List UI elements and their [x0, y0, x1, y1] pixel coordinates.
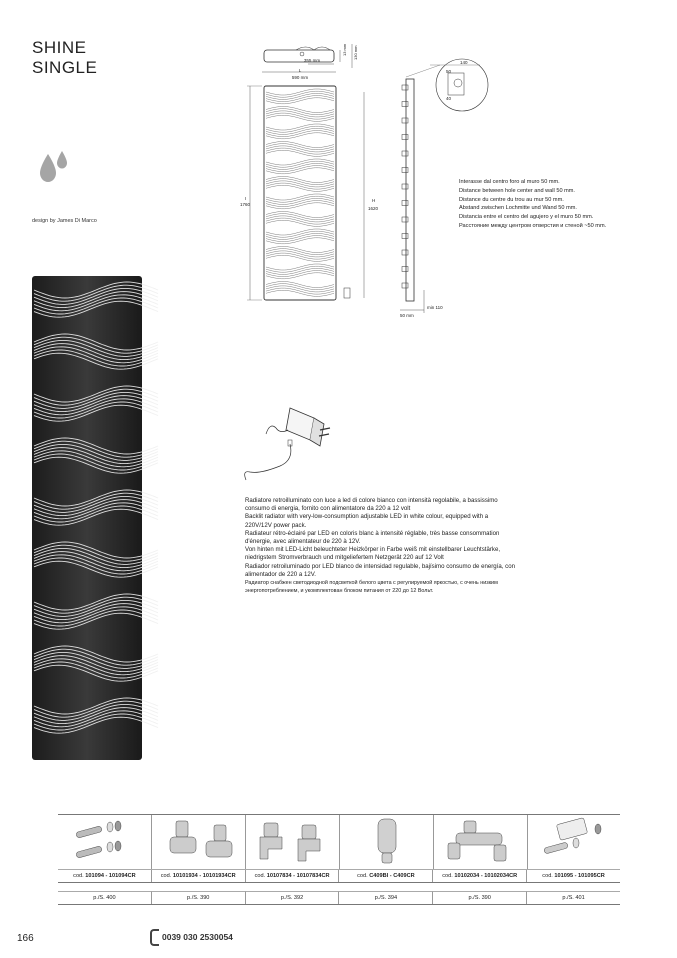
phone-icon	[150, 929, 159, 946]
accessory-image-1	[58, 815, 151, 869]
desc-it: Radiatore retroilluminato con luce a led di colore bianco con intensità regolabile, a bassissimo consumo di energia, fornito con alimentatore da 220 a 12 volt	[245, 497, 498, 513]
accessory-page-3: p./S. 392	[245, 891, 339, 904]
product-description	[245, 497, 515, 595]
accessory-images-row	[58, 814, 620, 869]
dim-1620: 1620	[368, 206, 379, 211]
page-number: 166	[17, 933, 34, 944]
dim-13: 13 mm	[342, 43, 347, 56]
phone-contact	[150, 929, 233, 946]
product-title	[32, 38, 97, 78]
dim-1760: 1760	[240, 202, 251, 207]
dim-130: 130 mm	[353, 45, 358, 60]
note-ru: Расстояние между центром отверстия и стеной ~50 mm.	[459, 222, 607, 229]
dim-H: H	[372, 198, 376, 203]
note-en: Distance between hole center and wall 50 mm.	[459, 187, 575, 194]
dim-50mm: 50 mm	[400, 313, 414, 318]
designer-credit: design by James Di Marco	[32, 218, 97, 224]
water-drops-icon	[38, 150, 72, 191]
accessory-code-6: cod. 101095 - 101095CR	[526, 870, 620, 882]
accessory-image-3	[245, 815, 339, 869]
dim-50: 50	[446, 69, 452, 74]
title-line-2: SINGLE	[32, 58, 98, 77]
accessory-code-2: cod. 10101934 - 10101934CR	[151, 870, 245, 882]
accessory-page-2: p./S. 390	[151, 891, 245, 904]
accessories-table	[58, 814, 620, 905]
accessory-page-4: p./S. 394	[338, 891, 432, 904]
accessory-code-5: cod. 10102034 - 10102034CR	[432, 870, 526, 882]
dim-min110: min 110	[427, 305, 443, 310]
accessory-code-1: cod. 101094 - 101094CR	[73, 873, 136, 879]
accessory-page-5: p./S. 390	[432, 891, 526, 904]
accessory-pages-row	[58, 891, 620, 905]
accessory-image-2	[151, 815, 245, 869]
note-es: Distancia entre el centro del agujero y el muro 50 mm.	[459, 214, 594, 221]
dim-L: L	[298, 68, 302, 73]
radiator-photo	[28, 270, 163, 770]
desc-es: Radiador retroiluminado por LED blanco de intensidad regulable, bajísimo consumo de energía, con alimentador de 220 a 12V.	[245, 562, 515, 578]
desc-de: Von hinten mit LED-Licht beleuchteter Heizkörper in Farbe weiß mit einstellbarer Leuchtstärke, niedrigstem Stromverbrauch und mitgeliefertem Netzgerät 220 auf 12 Volt	[245, 546, 501, 562]
dim-140: 140	[460, 60, 468, 65]
accessory-code-3: cod. 10107834 - 10107834CR	[245, 870, 339, 882]
phone-number: 0039 030 2530054	[162, 931, 233, 942]
accessory-image-6	[527, 815, 621, 869]
note-it: Interasse dal centro foro al muro 50 mm.	[459, 179, 560, 185]
front-technical-drawing	[240, 42, 379, 317]
accessory-image-4	[339, 815, 433, 869]
desc-en: Backlit radiator with very-low-consumption adjustable LED in white colour, equipped with a 220V/12V power pack.	[245, 513, 489, 529]
spacing-notes	[459, 178, 606, 231]
dim-590: 590 mm	[291, 75, 309, 80]
note-de: Abstand zwischen Lochmitte und Wand 50 mm.	[459, 205, 577, 212]
dim-I: I	[245, 196, 247, 201]
accessory-page-6: p./S. 401	[526, 891, 620, 904]
desc-fr: Radiateur rétro-éclairé par LED en coloris blanc à intensité réglable, très basse consommation d'énergie, avec alimentateur de 220 à 12V.	[245, 529, 500, 546]
accessory-code-4: cod. C409BI - C409CR	[338, 870, 432, 882]
dim-355: 355 mm	[303, 58, 321, 63]
note-fr: Distance du centre du trou au mur 50 mm.	[459, 196, 564, 203]
accessory-codes-row	[58, 869, 620, 883]
title-line-1: SHINE	[32, 38, 87, 57]
power-adapter-image	[240, 400, 340, 495]
accessory-page-1: p./S. 400	[58, 891, 151, 904]
desc-ru: Радиатор снабжен светодиодной подсветкой белого цвета с регулируемой яркостью, с очень низким энергопотреблением, и укомплектован блоком питания от 220 до 12 Вольт.	[245, 580, 498, 595]
dim-40: 40	[446, 96, 452, 101]
accessory-image-5	[433, 815, 527, 869]
